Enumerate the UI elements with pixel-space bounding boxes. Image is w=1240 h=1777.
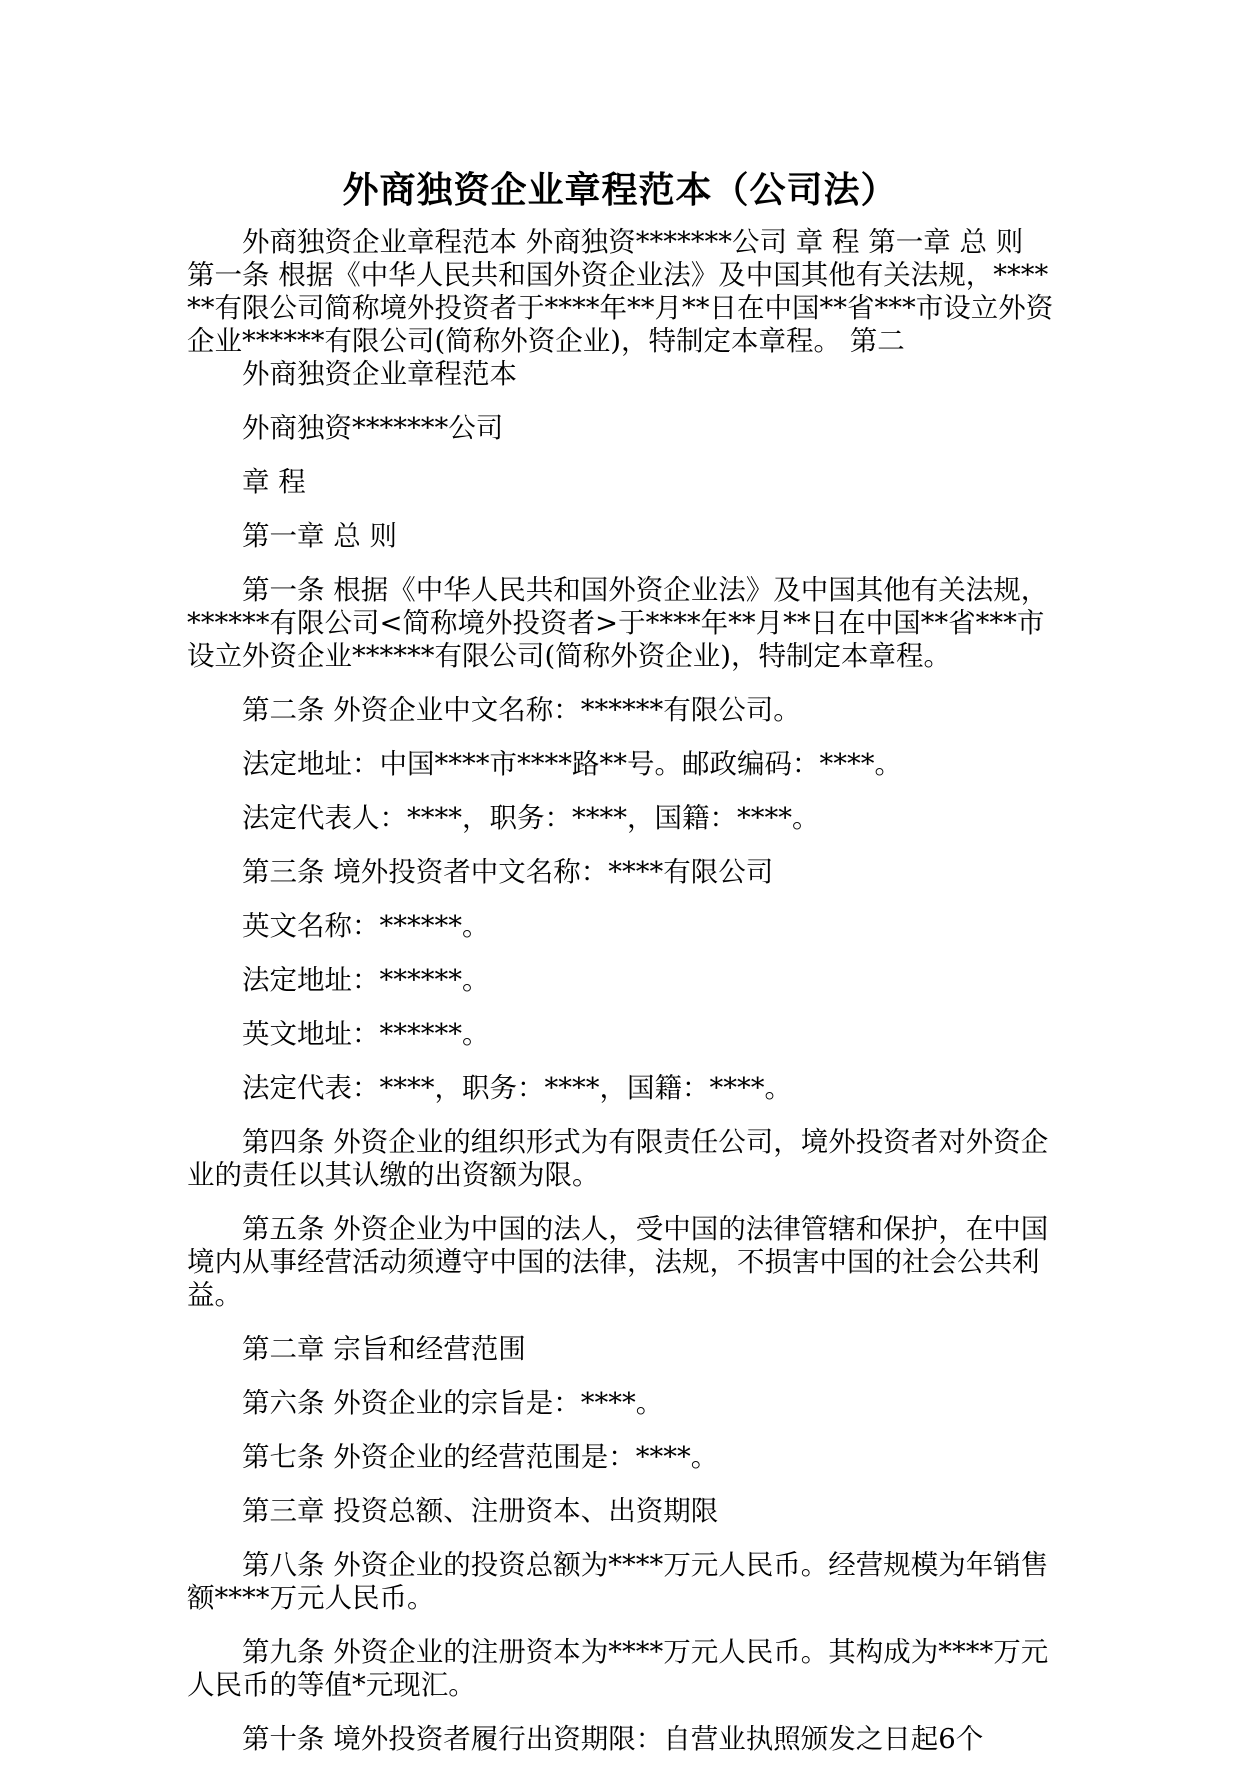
- chapter-heading-2: 第二章 宗旨和经营范围: [242, 1333, 526, 1365]
- document-body: [187, 226, 1055, 1777]
- article-6: 第六条 外资企业的宗旨是：****。: [242, 1387, 664, 1419]
- article-2-representative: 法定代表人：****，职务：****，国籍：****。: [242, 802, 820, 834]
- paragraph-heading-template: 外商独资企业章程范本: [242, 358, 517, 390]
- article-2-address: 法定地址：中国****市****路**号。邮政编码：****。: [242, 748, 902, 780]
- article-3-english-name: 英文名称：******。: [242, 910, 490, 942]
- article-4: 第四条 外资企业的组织形式为有限责任公司，境外投资者对外资企业的责任以其认缴的出资额为限。: [187, 1126, 1049, 1191]
- chapter-heading-1: 第一章 总 则: [242, 520, 397, 552]
- article-3: 第三条 境外投资者中文名称：****有限公司: [242, 856, 774, 888]
- article-1: 第一条 根据《中华人民共和国外资企业法》及中国其他有关法规，******有限公司<简称境外投资者>于****年**月**日在中国**省***市设立外资企业******有限公司(简称外资企业)，特制定本章程。: [187, 574, 1049, 672]
- article-2: 第二条 外资企业中文名称：******有限公司。: [242, 694, 801, 726]
- chapter-heading-3: 第三章 投资总额、注册资本、出资期限: [242, 1495, 719, 1527]
- article-5: 第五条 外资企业为中国的法人，受中国的法律管辖和保护，在中国境内从事经营活动须遵守中国的法律，法规，不损害中国的社会公共利益。: [187, 1213, 1049, 1311]
- document-title: 外商独资企业章程范本（公司法）: [342, 169, 898, 211]
- article-8: 第八条 外资企业的投资总额为****万元人民币。经营规模为年销售额****万元人民币。: [187, 1549, 1049, 1614]
- article-9: 第九条 外资企业的注册资本为****万元人民币。其构成为****万元人民币的等值*元现汇。: [187, 1636, 1049, 1701]
- paragraph-charter-heading: 章 程: [242, 466, 306, 498]
- article-10: 第十条 境外投资者履行出资期限：自营业执照颁发之日起6个: [242, 1723, 984, 1755]
- article-3-representative: 法定代表：****，职务：****，国籍：****。: [242, 1072, 792, 1104]
- paragraph-company-name: 外商独资*******公司: [242, 412, 504, 444]
- article-3-english-address: 英文地址：******。: [242, 1018, 490, 1050]
- paragraph-abstract: 外商独资企业章程范本 外商独资*******公司 章 程 第一章 总 则 第一条 根据《中华人民共和国外资企业法》及中国其他有关法规，******有限公司简称境外投资者于****年**月**日在中国**省***市设立外资企业******有限公司(简称外资企业)，特制定本章程。 第二: [187, 226, 1054, 357]
- article-7: 第七条 外资企业的经营范围是：****。: [242, 1441, 719, 1473]
- article-3-address: 法定地址：******。: [242, 964, 490, 996]
